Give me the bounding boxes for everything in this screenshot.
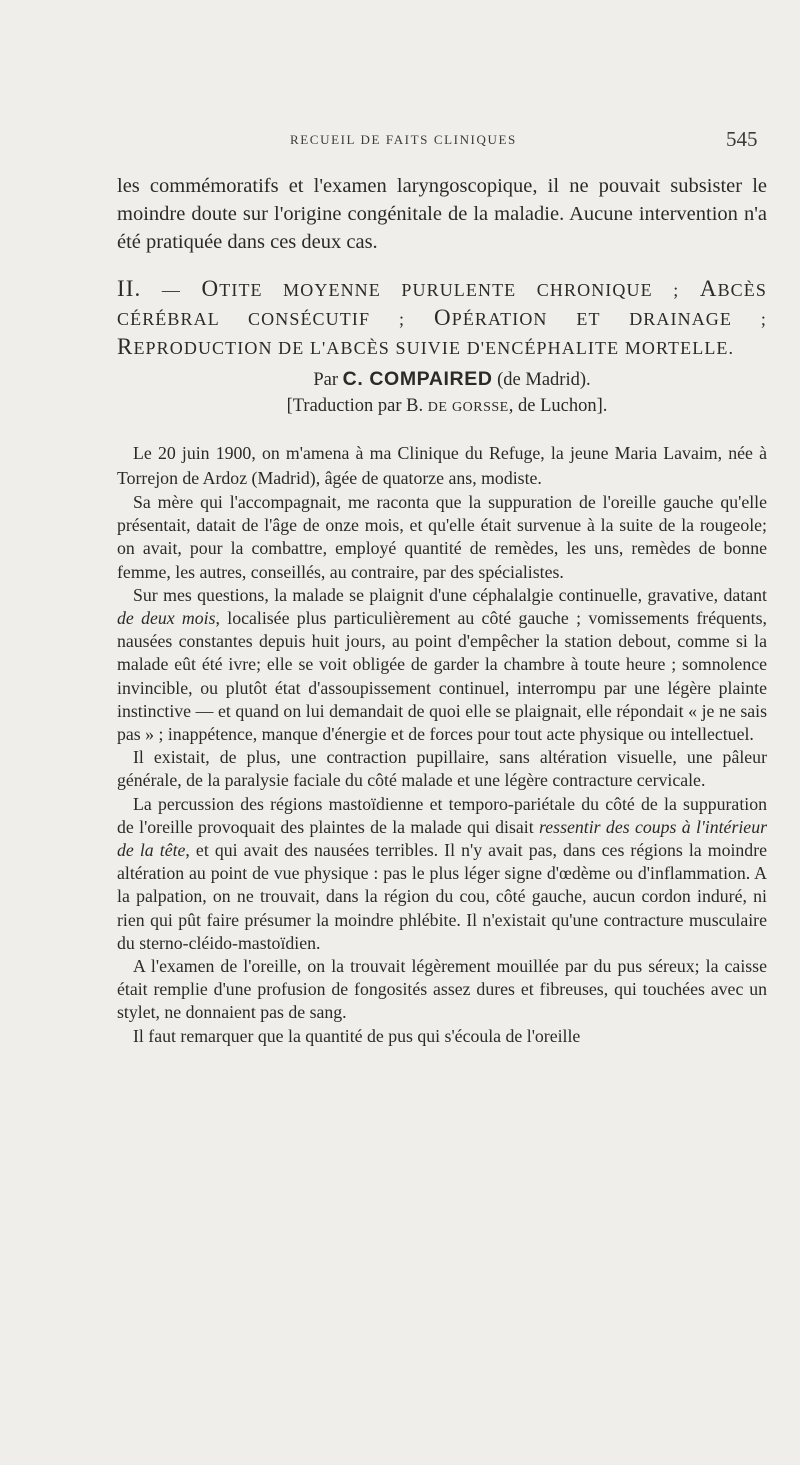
- page-number: 545: [726, 127, 758, 151]
- text-run: , et qui avait des nausées terribles. Il n'y avait pas, dans ces régions la moindre altération au point de vue physique : pas le plus léger signe d'œdème ou d'inflammation. A la palpation, on ne trouvait, dans la région du cou, côté gauche, aucun cordon induré, ni rien qui pût faire présumer la moindre phlébite. Il n'existait qu'une contracture musculaire du sterno-cléido-mastoïdien.: [117, 840, 768, 953]
- running-title: RECUEIL DE FAITS CLINIQUES: [290, 132, 517, 147]
- translation-close: , de Luchon].: [508, 396, 608, 416]
- italic-phrase: ressentir des coups à l'intérieur de la tête: [117, 816, 768, 861]
- text-paragraph: [117, 955, 767, 1025]
- title-part: BCÈS CÉRÉBRAL CONSÉCUTIF ;: [117, 280, 767, 329]
- title-part: O: [434, 305, 452, 330]
- title-text: [117, 276, 768, 359]
- article-number: II.: [117, 276, 142, 301]
- author-affiliation: (de Madrid).: [497, 370, 591, 390]
- text-run: A l'examen de l'oreille, on la trouvait légèrement mouillée par du pus séreux; la caisse était remplie d'une profusion de fongosités assez dures et fibreuses, qui touchées avec un stylet, ne donnaient pas de sang.: [117, 956, 767, 1023]
- text-run: Sa mère qui l'accompagnait, me raconta que la suppuration de l'oreille gauche qu'elle présentait, datait de l'âge de onze mois, et qu'elle était survenue à la suite de la rougeole; on avait, pour la combattre, employé quantité de remèdes, les uns, remèdes de bonne femme, les autres, conseillés, au contraire, par des spécialistes.: [117, 492, 767, 582]
- title-part: EPRODUCTION DE L'ABCÈS SUIVIE D'ENCÉPHALITE MORTELLE.: [133, 338, 735, 358]
- text-run: Il existait, de plus, une contraction pupillaire, sans altération visuelle, une pâleur générale, de la paralysie faciale du côté malade et une légère contracture cervicale.: [117, 747, 767, 791]
- title-dash: —: [161, 280, 182, 300]
- italic-phrase: de deux mois: [117, 608, 216, 629]
- text-run: Il faut remarquer que la quantité de pus qui s'écoula de l'oreille: [133, 1025, 581, 1046]
- text-run: Le 20 juin 1900, on m'amena à ma Clinique du Refuge, la jeune Maria Lavaim, née à Torrejon de Ardoz (Madrid), âgée de quatorze ans, modiste.: [117, 443, 767, 488]
- text-paragraph: [117, 746, 767, 792]
- article-title: [117, 275, 767, 362]
- text-run: La percussion des régions mastoïdienne et temporo-pariétale du côté de la suppuration de l'oreille provoquait des plaintes de la malade qui disait: [117, 793, 767, 837]
- author-name: C. COMPAIRED: [342, 368, 493, 390]
- translator-name: GORSSE: [452, 400, 509, 415]
- running-head: [0, 127, 800, 152]
- text-run: Sur mes questions, la malade se plaignit d'une céphalalgie continuelle, gravative, datant: [133, 584, 767, 605]
- text-run: , localisée plus particulièrement au côté gauche ; vomissements fréquents, nausées constantes depuis huit jours, au point d'empêcher la station debout, comme si la malade eût été ivre; elle se voit obligée de garder la chambre à toute heure ; somnolence invincible, ou plutôt état d'assoupissement continuel, interrompu par une légère plainte instinctive — et quand on lui demandait de quoi elle se plaignait, elle répondait « je ne sais pas » ; inappétence, manque d'énergie et de forces pour tout acte physique ou intellectuel.: [117, 608, 767, 745]
- translator-de: DE: [427, 400, 448, 415]
- lead-paragraph: les commémoratifs et l'examen laryngoscopique, il ne pouvait subsister le moindre doute sur l'origine congénitale de la maladie. Aucune intervention n'a été pratiquée dans ces deux cas.: [117, 175, 767, 253]
- byline: [117, 366, 767, 393]
- text-paragraph: [117, 441, 767, 491]
- article-text: [117, 441, 767, 1048]
- title-part: O: [201, 276, 220, 301]
- text-paragraph: [117, 584, 767, 746]
- title-part: R: [117, 334, 134, 359]
- page-body: [117, 172, 767, 1048]
- text-paragraph: [117, 793, 767, 955]
- text-paragraph: [117, 1025, 767, 1048]
- title-part: PÉRATION ET DRAINAGE ;: [451, 309, 768, 329]
- byline-prefix: Par: [313, 370, 339, 390]
- translation-open: [Traduction par B.: [286, 396, 424, 416]
- text-paragraph: [117, 491, 767, 584]
- title-part: A: [699, 276, 718, 301]
- title-part: TITE MOYENNE PURULENTE CHRONIQUE ;: [219, 280, 700, 300]
- translation-credit: [117, 393, 767, 421]
